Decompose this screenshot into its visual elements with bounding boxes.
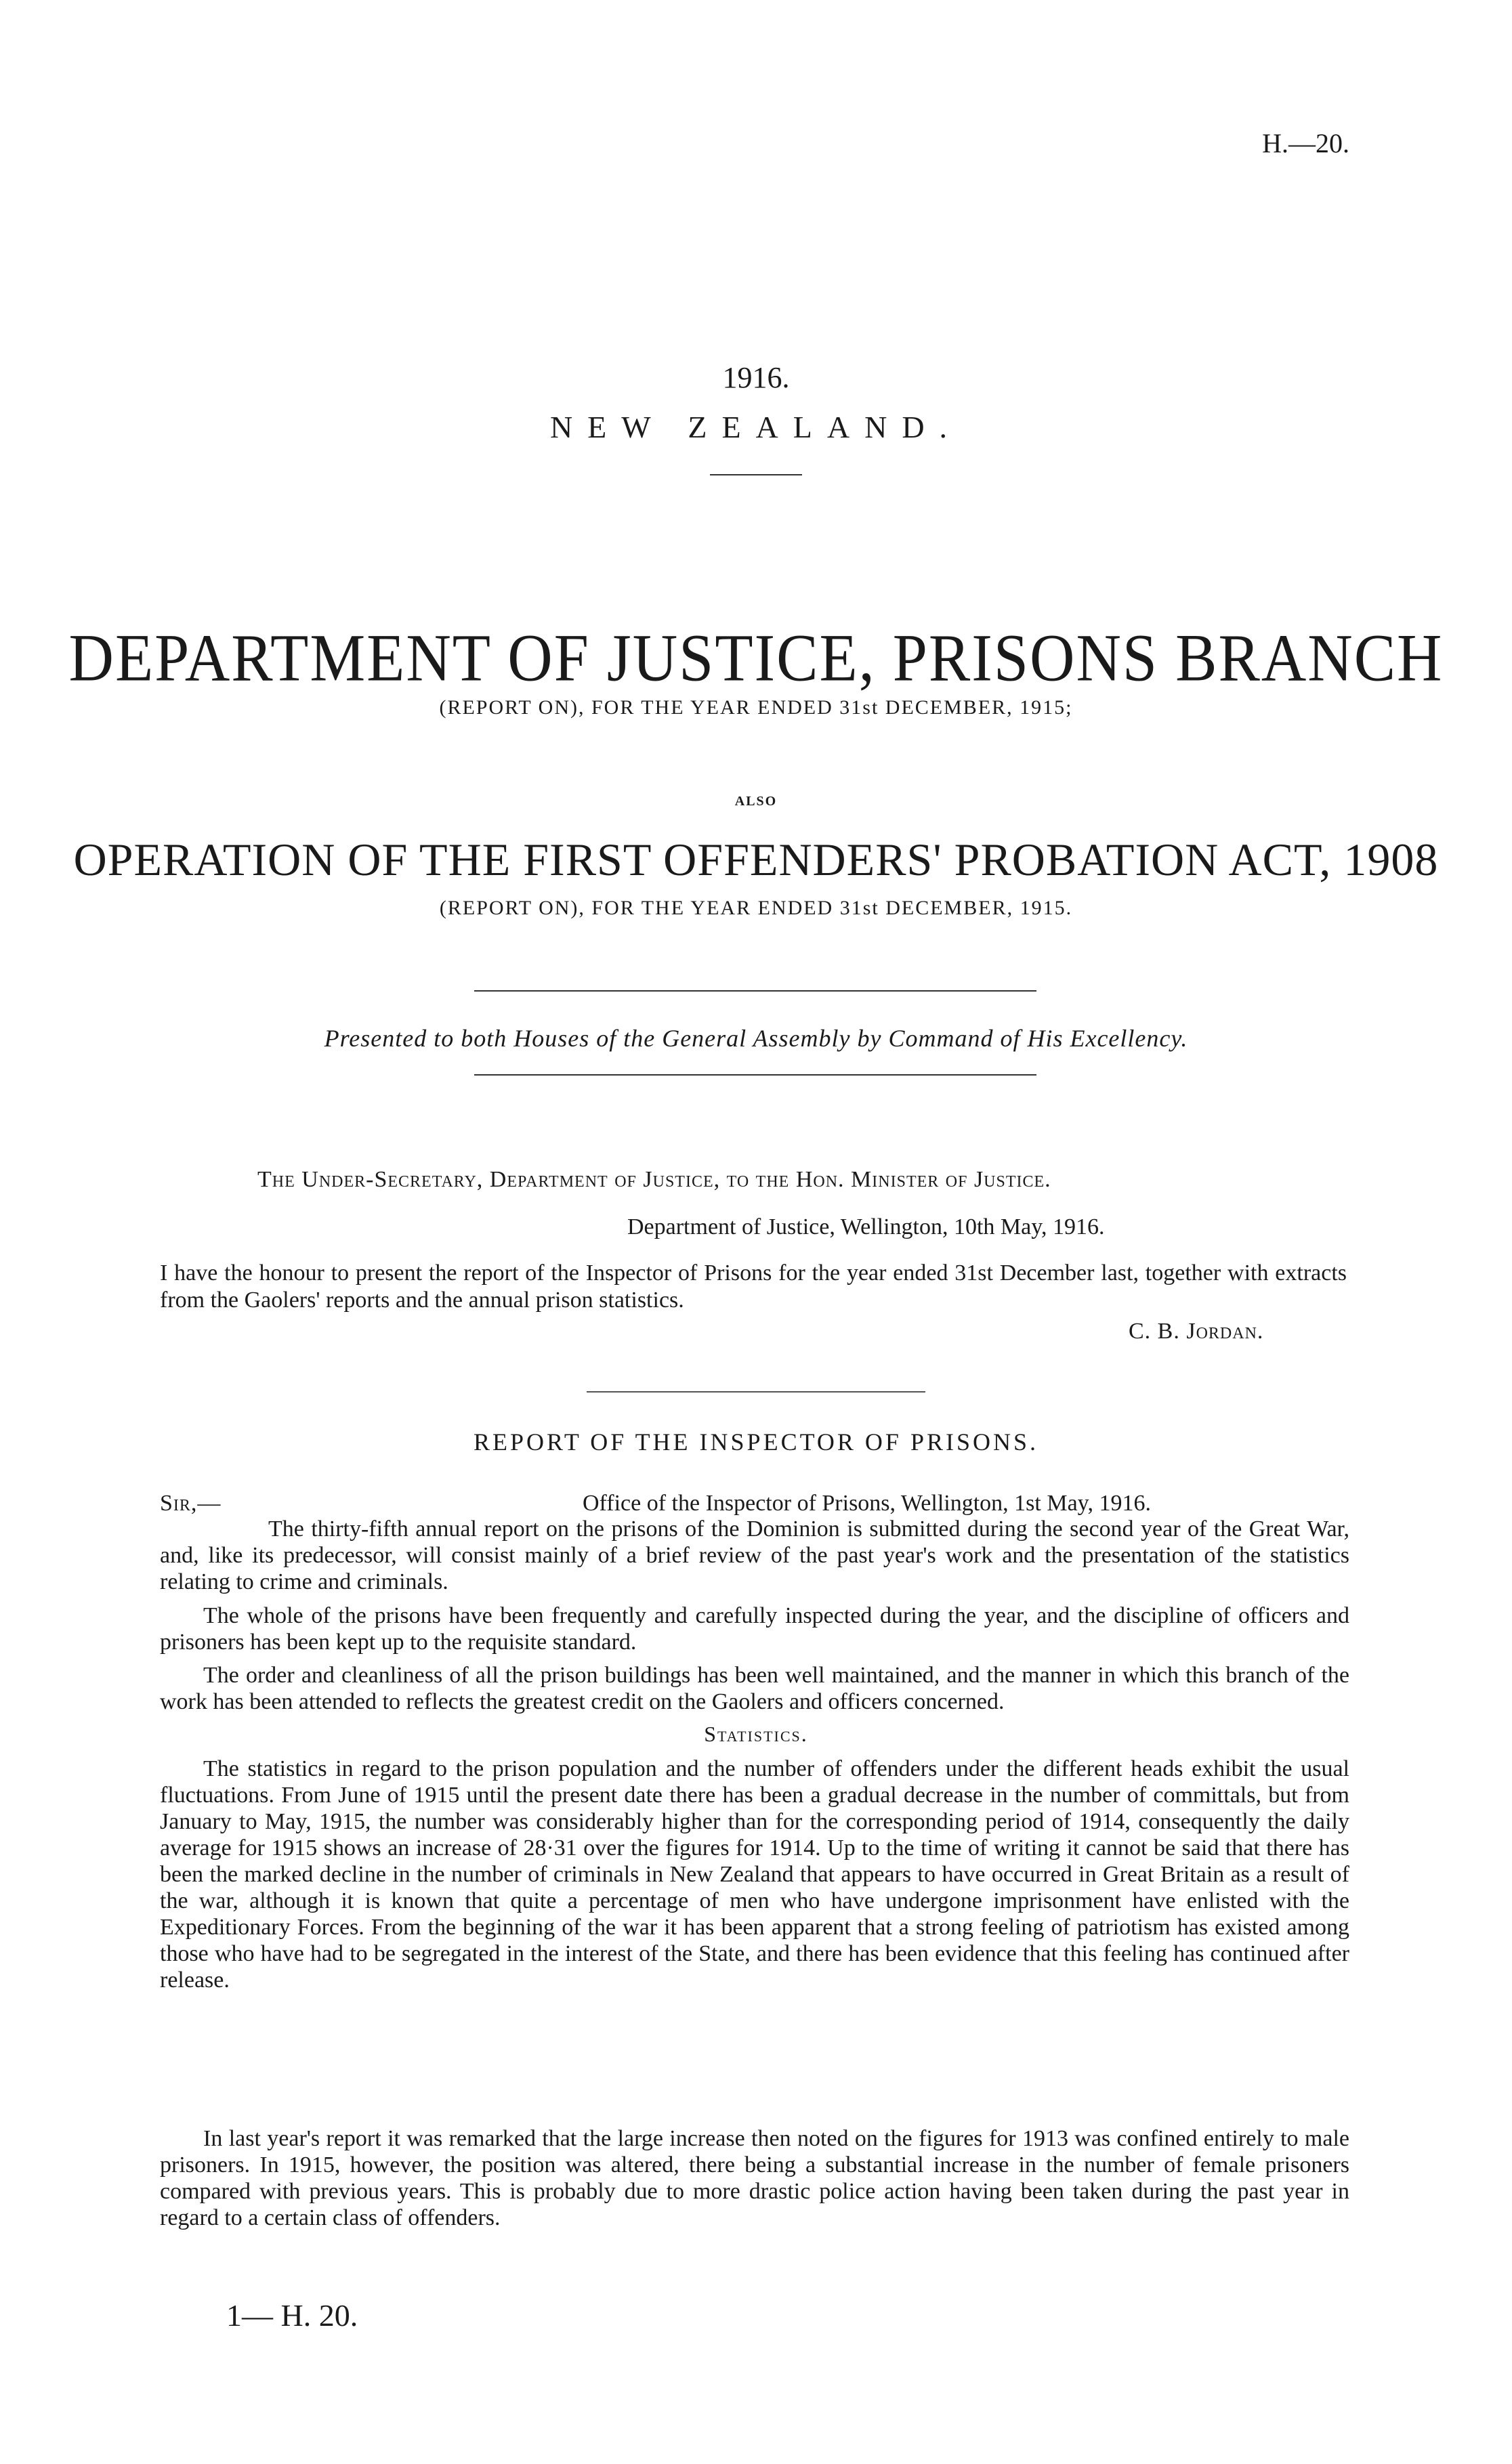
memo-addressee: The Under-Secretary, Department of Justice, to the Hon. Minister of Justice. <box>257 1167 1051 1192</box>
statistics-paragraph-2: In last year's report it was remarked that the large increase then noted on the figures for 1913 was confined entirely to male prisoners. In 1915, however, the position was altered, there being a substantial increase in the number of female prisoners compared with previous years. This is probably due to more drastic police action having been taken during the past year in regard to a certain class of offenders. <box>160 2126 1349 2230</box>
divider-bottom <box>474 1074 1036 1076</box>
country-heading: NEW ZEALAND. <box>549 410 963 444</box>
document-title: DEPARTMENT OF JUSTICE, PRISONS BRANCH <box>68 620 1444 696</box>
office-line: Office of the Inspector of Prisons, Wellington, 1st May, 1916. <box>583 1491 1151 1516</box>
report-heading: REPORT OF THE INSPECTOR OF PRISONS. <box>473 1428 1039 1456</box>
divider-top <box>474 990 1036 992</box>
presented-line: Presented to both Houses of the General Assembly by Command of His Excellency. <box>324 1025 1188 1052</box>
statistics-heading: Statistics. <box>704 1722 808 1746</box>
report-paragraph-1: The thirty-fifth annual report on the prisons of the Dominion is submitted during the second year of the Great War, and, like its predecessor, will consist mainly of a brief review of the past year's work and the presentation of the statistics relating to crime and criminals. <box>160 1516 1349 1594</box>
report-paragraph-2: The whole of the prisons have been frequently and carefully inspected during the year, and the discipline of officers and prisoners has been kept up to the requisite standard. <box>160 1603 1349 1655</box>
footer-page-code: 1— H. 20. <box>226 2298 358 2333</box>
second-title: OPERATION OF THE FIRST OFFENDERS' PROBATION ACT, 1908 <box>73 834 1439 885</box>
memo-body: I have the honour to present the report of the Inspector of Prisons for the year ended 31st December last, together with extracts from the Gaolers' reports and the annual prison statistics. <box>160 1260 1347 1313</box>
document-subtitle: (REPORT ON), FOR THE YEAR ENDED 31st DECEMBER, 1915; <box>439 696 1073 719</box>
publication-year: 1916. <box>722 361 790 394</box>
divider-memo <box>587 1391 925 1393</box>
second-subtitle: (REPORT ON), FOR THE YEAR ENDED 31st DECEMBER, 1915. <box>439 897 1073 919</box>
salutation: Sir,— <box>160 1491 222 1516</box>
page-reference: H.—20. <box>1262 128 1349 158</box>
report-paragraph-3: The order and cleanliness of all the prison buildings has been well maintained, and the manner in which this branch of the work has been attended to reflects the greatest credit on the Gaolers and officers concerned. <box>160 1663 1349 1714</box>
memo-signature: C. B. Jordan. <box>1129 1319 1264 1344</box>
statistics-paragraph-1: The statistics in regard to the prison population and the number of offenders under the different heads exhibit the usual fluctuations. From June of 1915 until the present date there has been a gradual decrease in the number of committals, but from January to May, 1915, the number was considerably higher than for the corresponding period of 1914, consequently the daily average for 1915 shows an increase of 28·31 over the figures for 1914. Up to the time of writing it cannot be said that there has been the marked decline in the number of criminals in New Zealand that appears to have occurred in Great Britain as a result of the war, although it is known that quite a percentage of men who have undergone imprisonment have enlisted with the Expeditionary Forces. From the beginning of the war it has been apparent that a strong feeling of patriotism has existed among those who have had to be segregated in the interest of the State, and there has been evidence that this feeling has continued after release. <box>160 1756 1349 1993</box>
also-label: ALSO <box>734 794 778 809</box>
divider-short <box>710 474 802 475</box>
memo-date: Department of Justice, Wellington, 10th May, 1916. <box>627 1214 1105 1239</box>
